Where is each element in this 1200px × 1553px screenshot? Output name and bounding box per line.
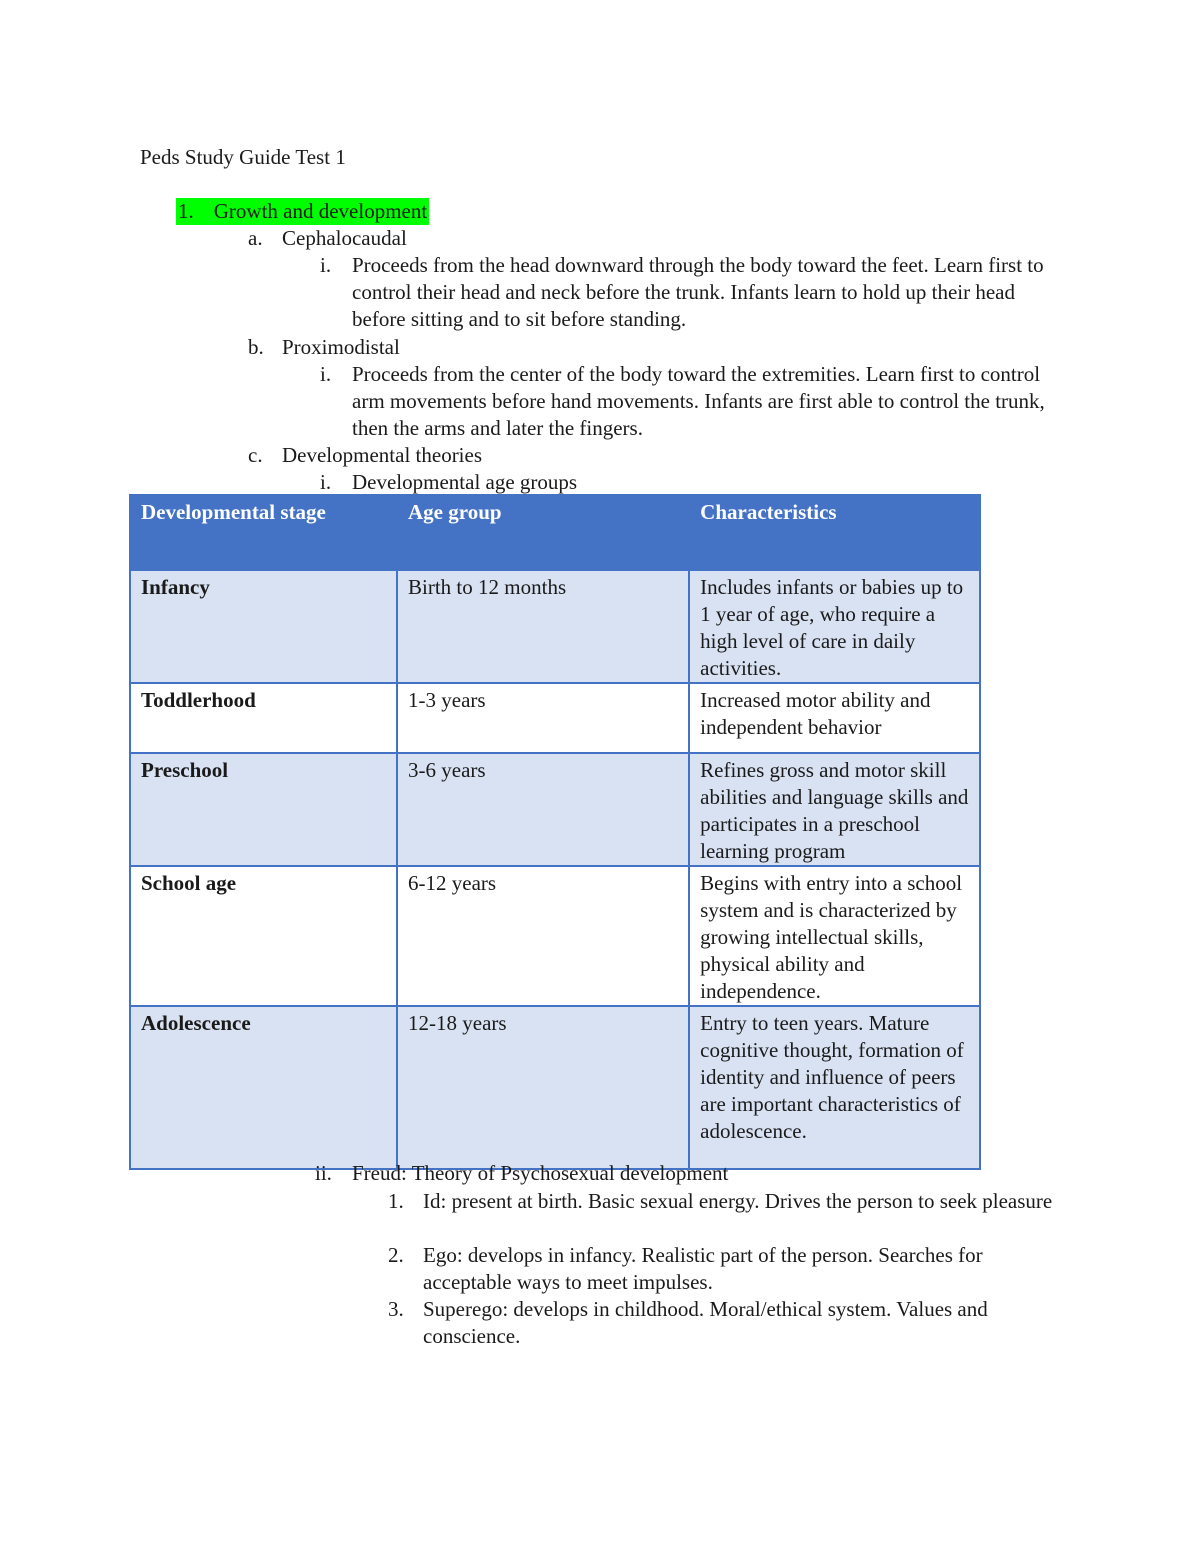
table-cell-stage: School age — [130, 866, 397, 1006]
item-a-sub-i-text: Proceeds from the head downward through the body toward the feet. Learn first to control their head and neck before the trunk. Infants learn to hold up their head before sitting and to sit before standing. — [352, 253, 1044, 331]
item-a-label: Cephalocaudal — [282, 226, 407, 250]
section-1-number: 1. — [178, 199, 194, 223]
table-cell-age: 12-18 years — [397, 1006, 689, 1169]
table-cell-characteristics: Begins with entry into a school system and is characterized by growing intellectual skills, physical ability and independence. — [689, 866, 980, 1006]
table-header-row — [130, 495, 980, 570]
table-cell-age: Birth to 12 months — [397, 570, 689, 683]
table-cell-characteristics: Refines gross and motor skill abilities and language skills and participates in a preschool learning program — [689, 753, 980, 866]
table-cell-age: 1-3 years — [397, 683, 689, 753]
table-row — [130, 1006, 980, 1169]
freud-item-text: Id: present at birth. Basic sexual energy. Drives the person to seek pleasure — [423, 1189, 1053, 1213]
item-b-sub-i-text: Proceeds from the center of the body toward the extremities. Learn first to control arm movements before hand movements. Infants are first able to control the trunk, then the arms and later the fingers. — [352, 362, 1045, 440]
table-row — [130, 683, 980, 753]
section-1-highlight — [176, 198, 429, 225]
freud-item-marker: 3. — [388, 1297, 404, 1321]
item-c-marker: c. — [248, 443, 263, 467]
freud-item-text: Ego: develops in infancy. Realistic part of the person. Searches for acceptable ways to meet impulses. — [423, 1243, 983, 1294]
table-cell-characteristics: Increased motor ability and independent behavior — [689, 683, 980, 753]
item-a-sub-i-marker: i. — [320, 253, 332, 277]
freud-item-marker: 1. — [388, 1189, 404, 1213]
item-a-marker: a. — [248, 226, 263, 250]
item-b-sub-i-marker: i. — [320, 362, 332, 386]
freud-item-text: Superego: develops in childhood. Moral/ethical system. Values and conscience. — [423, 1297, 988, 1348]
table-header-characteristics: Characteristics — [689, 495, 980, 570]
item-c-label: Developmental theories — [282, 443, 483, 467]
item-b-label: Proximodistal — [282, 335, 400, 359]
table-row — [130, 570, 980, 683]
table-row — [130, 866, 980, 1006]
table-cell-characteristics: Includes infants or babies up to 1 year of age, who require a high level of care in daily activities. — [689, 570, 980, 683]
item-b-marker: b. — [248, 335, 264, 359]
item-c-sub-i-marker: i. — [320, 470, 332, 494]
item-c-sub-ii-label: Freud: Theory of Psychosexual development — [352, 1161, 729, 1185]
table-cell-stage: Adolescence — [130, 1006, 397, 1169]
table-cell-age: 6-12 years — [397, 866, 689, 1006]
table-row — [130, 753, 980, 866]
item-c-sub-ii-marker: ii. — [315, 1161, 332, 1185]
table-header-age: Age group — [397, 495, 689, 570]
developmental-stages-table — [129, 494, 981, 1170]
page-title: Peds Study Guide Test 1 — [140, 145, 346, 169]
table-cell-age: 3-6 years — [397, 753, 689, 866]
table-cell-stage: Toddlerhood — [130, 683, 397, 753]
section-1-label: Growth and development — [213, 199, 428, 223]
table-header-stage: Developmental stage — [130, 495, 397, 570]
item-c-sub-i-label: Developmental age groups — [352, 470, 578, 494]
table-cell-stage: Preschool — [130, 753, 397, 866]
table-cell-stage: Infancy — [130, 570, 397, 683]
table-cell-characteristics: Entry to teen years. Mature cognitive thought, formation of identity and influence of peers are important characteristics of adolescence. — [689, 1006, 980, 1169]
freud-item-marker: 2. — [388, 1243, 404, 1267]
